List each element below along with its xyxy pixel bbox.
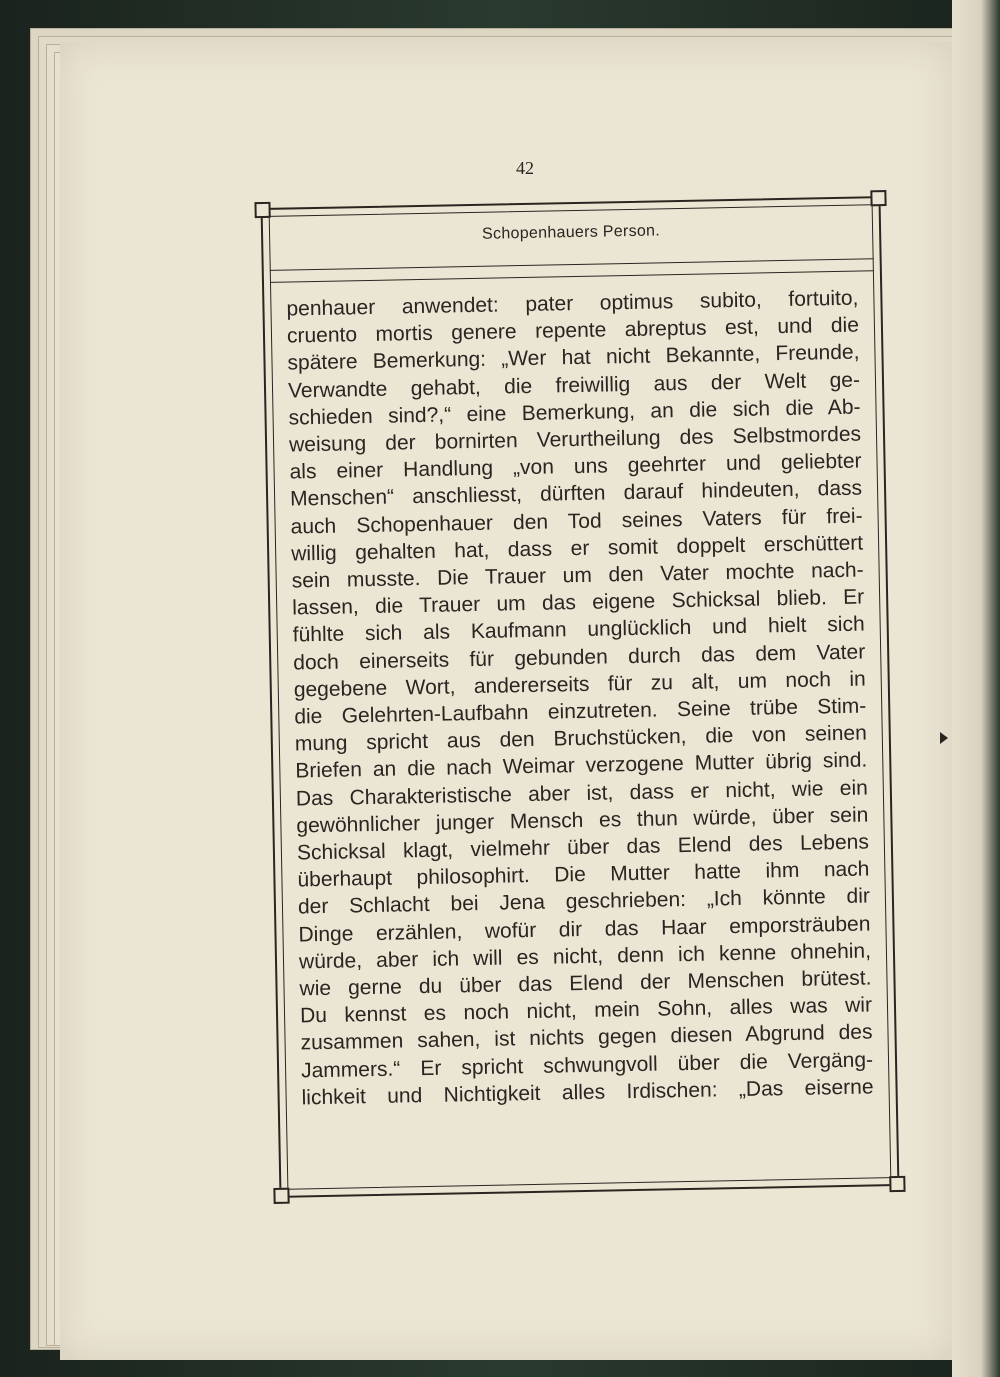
text-line: doch einerseits für gebunden durch das dem Vater [293,640,866,675]
text-line: Du kennst es noch nicht, mein Sohn, alles was wir [299,993,873,1028]
text-line: würde, aber ich will es nicht, denn ich kenne ohnehin, [298,939,872,974]
bookmark-marker-icon [940,732,948,744]
text-line: der Schlacht bei Jena geschrieben: „Ich könnte dir [297,884,871,919]
book-page [60,42,952,1360]
corner-ornament-icon [870,190,886,206]
text-line: Schicksal klagt, vielmehr über das Elend des Lebens [296,830,870,865]
text-line: spätere Bemerkung: „Wer hat nicht Bekannte, Freunde, [287,340,860,375]
text-line: gewöhnlicher junger Mensch es thun würde, über sein [296,803,869,838]
next-page-edge [952,0,1000,1377]
text-line: die Gelehrten-Laufbahn einzutreten. Seine trübe Stim- [294,694,867,729]
text-line: Das Charakteristische aber ist, dass er nicht, wie ein [295,776,869,811]
running-head: Schopenhauers Person. [481,222,661,243]
text-line: Dinge erzählen, wofür dir das Haar emporsträuben [298,912,871,947]
text-line: sein musste. Die Trauer um den Vater mochte nach- [291,558,864,593]
text-line: überhaupt philosophirt. Die Mutter hatte ihm nach [297,857,870,892]
text-line: fühlte sich als Kaufmann unglücklich und hielt sich [292,612,865,647]
text-line: Verwandte gehabt, die freiwillig aus der Welt ge- [287,368,861,403]
text-line: penhauer anwendet: pater optimus subito, fortuito, [286,286,859,321]
text-line: gegebene Wort, andererseits für zu alt, um noch in [293,667,866,702]
text-line: willig gehalten hat, dass er somit doppelt erschüttert [290,531,864,566]
text-line: weisung der bornirten Verurtheilung des Selbstmordes [288,422,862,457]
corner-ornament-icon [273,1188,289,1204]
text-line: wie gerne du über das Elend der Menschen brütest. [299,966,872,1001]
text-line: Jammers.“ Er spricht schwungvoll über die Vergäng- [300,1048,874,1083]
text-line: Briefen an die nach Weimar verzogene Mutter übrig sind. [295,748,868,783]
text-line: lichkeit und Nichtigkeit alles Irdischen: „Das eiserne [301,1075,874,1110]
text-line: Menschen“ anschliesst, dürften darauf hindeuten, dass [289,476,863,511]
corner-ornament-icon [254,202,270,218]
decorative-frame [240,176,920,1218]
text-line: zusammen sahen, ist nichts gegen diesen Abgrund des [300,1020,873,1055]
text-line: schieden sind?,“ eine Bemerkung, an die sich die Ab- [288,395,861,430]
text-line: als einer Handlung „von uns geehrter und geliebter [289,449,862,484]
text-line: lassen, die Trauer um das eigene Schicksal blieb. Er [292,585,865,620]
page-number: 42 [516,158,534,178]
corner-ornament-icon [889,1176,905,1192]
text-line: cruento mortis genere repente abreptus est, und die [286,313,860,348]
body-text [286,285,874,1112]
text-line: auch Schopenhauer den Tod seines Vaters für frei- [290,504,863,539]
text-line: mung spricht aus den Bruchstücken, die von seinen [294,721,867,756]
